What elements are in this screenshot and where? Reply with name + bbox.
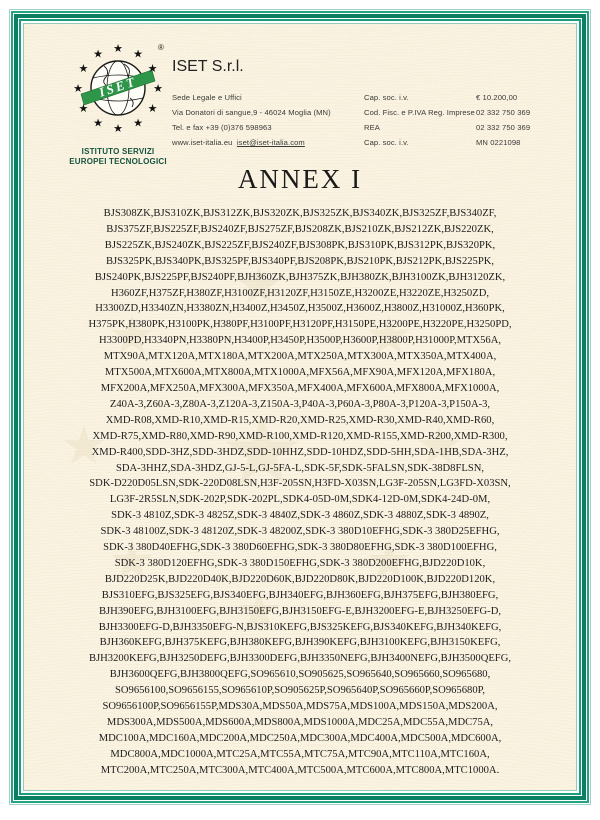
annex-title: ANNEX I [237, 164, 363, 194]
logo-caption-line2: EUROPEI TECNOLOGICI [69, 157, 167, 166]
code-line: MTX500A,MTX600A,MTX800A,MTX1000A,MFX56A,MFX90A,MFX120A,MFX180A, [104, 367, 496, 379]
svg-text:★: ★ [234, 579, 284, 642]
code-line: XMD-R08,XMD-R10,XMD-R15,XMD-R20,XMD-R25,XMD-R30,XMD-R40,XMD-R60, [105, 414, 495, 426]
code-line: BJH360KEFG,BJH375KEFG,BJH380KEFG,BJH390KEFG,BJH3100KEFG,BJH3150KEFG, [99, 637, 501, 649]
code-line: BJS325PK,BJS340PK,BJS325PF,BJS340PF,BJS208PK,BJS210PK,BJS212PK,BJS225PK, [105, 255, 495, 267]
svg-text:★: ★ [107, 529, 157, 592]
svg-text:★: ★ [218, 395, 306, 507]
registry-label: REA [364, 123, 380, 132]
svg-text:★: ★ [107, 304, 157, 367]
address-line: Tel. e fax +39 (0)376 598963 [172, 123, 272, 132]
iset-globe-logo-icon [66, 36, 170, 140]
svg-text:★: ★ [153, 82, 163, 95]
logo-caption-line1: ISTITUTO SERVIZI [81, 147, 155, 156]
registry-label: Cap. soc. i.v. [364, 138, 409, 147]
registry-value: 02 332 750 369 [476, 108, 531, 117]
code-line: SDK-3 380D40EFHG,SDK-3 380D60EFHG,SDK-3 380D80EFHG,SDK-3 380D100EFHG, [103, 542, 497, 554]
svg-text:★: ★ [364, 304, 414, 367]
svg-text:★: ★ [147, 62, 158, 75]
letterhead-info-grid [172, 90, 566, 150]
code-line: BJS375ZF,BJS225ZF,BJS240ZF,BJS275ZF,BJS208ZK,BJS210ZK,BJS212ZK,BJS220ZK, [106, 223, 494, 235]
code-line: H3300PD,H3340PN,H3380PN,H3400P,H3450P,H3500P,H3600P,H3800P,H31000P,MTX56A, [98, 335, 502, 347]
document-page [24, 24, 576, 790]
website-text: www.iset-italia.eu [172, 138, 233, 147]
company-logo [56, 36, 180, 167]
product-code-list [75, 206, 525, 779]
registry-value: € 10.200,00 [476, 93, 518, 102]
code-line: BJH3600QEFG,BJH3800QEFG,SO965610,SO905625,SO965640,SO965660,SO965680, [109, 669, 491, 681]
code-line: BJH3300EFG-D,BJH3350EFG-N,BJS310KEFG,BJS325KEFG,BJS340KEFG,BJH340KEFG, [98, 621, 502, 633]
code-line: BJS308ZK,BJS310ZK,BJS312ZK,BJS320ZK,BJS325ZK,BJS340ZK,BJS325ZF,BJS340ZF, [103, 208, 497, 219]
code-line: MTX90A,MTX120A,MTX180A,MTX200A,MTX250A,MTX300A,MTX350A,MTX400A, [103, 351, 497, 363]
svg-text:★: ★ [133, 47, 143, 61]
web-contact-line [172, 138, 364, 147]
email-link[interactable]: iset@iset-italia.com [236, 138, 305, 147]
code-line: H3300ZD,H3340ZN,H3380ZN,H3400Z,H3450Z,H3500Z,H3600Z,H3800Z,H31000Z,H360PK, [95, 303, 505, 315]
svg-text:★: ★ [364, 529, 414, 592]
code-line: SDA-3HHZ,SDA-3HDZ,GJ-5-L,GJ-5FA-L,SDK-5F,SDK-5FALSN,SDK-38D8FLSN, [115, 462, 485, 474]
svg-text:ISET: ISET [97, 73, 139, 100]
svg-text:★: ★ [234, 254, 284, 317]
code-line: MFX200A,MFX250A,MFX300A,MFX350A,MFX400A,MFX600A,MFX800A,MFX1000A, [100, 382, 500, 394]
code-line: BJH3200KEFG,BJH3250DEFG,BJH3300DEFG,BJH3350NEFG,BJH3400NEFG,BJH3500QEFG, [88, 653, 512, 665]
letterhead [38, 34, 566, 166]
code-line: XMD-R400,SDD-3HZ,SDD-3HDZ,SDD-10HHZ,SDD-10HDZ,SDD-5HH,SDA-1HB,SDA-3HZ, [91, 446, 509, 458]
registry-value: 02 332 750 369 [476, 123, 531, 132]
registry-value: MN 0221098 [476, 138, 521, 147]
code-line: XMD-R75,XMD-R80,XMD-R90,XMD-R100,XMD-R120,XMD-R155,XMD-R200,XMD-R300, [92, 430, 508, 442]
code-line: MDC800A,MDC1000A,MTC25A,MTC55A,MTC75A,MTC90A,MTC110A,MTC160A, [110, 748, 490, 760]
registry-label: Cap. soc. i.v. [364, 93, 409, 102]
address-line: Sede Legale e Uffici [172, 93, 242, 102]
svg-text:★: ★ [147, 102, 158, 115]
code-line: H360ZF,H375ZF,H380ZF,H3100ZF,H3120ZF,H3150ZE,H3200ZE,H3220ZE,H3250ZD, [110, 287, 489, 299]
code-line: BJD220D25K,BJD220D40K,BJD220D60K,BJD220D80K,BJD220D100K,BJD220D120K, [104, 573, 496, 585]
code-line: MDS300A,MDS500A,MDS600A,MDS800A,MDS1000A,MDC25A,MDC55A,MDC75A, [106, 717, 494, 728]
code-line: SDK-3 380D120EFHG,SDK-3 380D150EFHG,SDK-3 380D200EFHG,BJD220D10K, [114, 557, 486, 569]
code-line: SDK-D220D05LSN,SDK-220D08LSN,H3F-205SN,H3FD-X03SN,LG3F-205SN,LG3FD-X03SN, [89, 478, 511, 490]
code-line: SDK-3 4810Z,SDK-3 4825Z,SDK-3 4840Z,SDK-3 4860Z,SDK-3 4880Z,SDK-3 4890Z, [111, 510, 489, 522]
code-line: BJS225ZK,BJS240ZK,BJS225ZF,BJS240ZF,BJS308PK,BJS310PK,BJS312PK,BJS320PK, [104, 239, 496, 251]
registry-label: Cod. Fisc. e P.IVA Reg. Imprese [364, 108, 475, 117]
code-line: LG3F-2R5SLN,SDK-202P,SDK-202PL,SDK4-05D-0M,SDK4-12D-0M,SDK4-24D-0M, [109, 494, 491, 506]
svg-text:★: ★ [59, 414, 109, 477]
company-name: ISET S.r.l. [172, 58, 244, 75]
code-line: MDC100A,MDC160A,MDC200A,MDC250A,MDC300A,MDC400A,MDC500A,MDC600A, [98, 732, 502, 744]
address-line: Via Donatori di sangue,9 - 46024 Moglia (MN) [172, 108, 331, 117]
svg-text:★: ★ [93, 47, 103, 61]
code-line: BJS310EFG,BJS325EFG,BJS340EFG,BJH340EFG,BJH360EFG,BJH375EFG,BJH380EFG, [101, 589, 499, 601]
svg-text:★: ★ [93, 116, 103, 130]
registered-mark: ® [158, 43, 164, 52]
code-line: H375PK,H380PK,H3100PK,H380PF,H3100PF,H3120PF,H3150PE,H3200PE,H3220PE,H3250PD, [88, 319, 512, 331]
code-line: BJH390EFG,BJH3100EFG,BJH3150EFG,BJH3150EFG-E,BJH3200EFG-E,BJH3250EFG-D, [98, 605, 501, 617]
code-line: Z40A-3,Z60A-3,Z80A-3,Z120A-3,Z150A-3,P40A-3,P60A-3,P80A-3,P120A-3,P150A-3, [109, 398, 491, 410]
svg-text:★: ★ [113, 42, 123, 55]
svg-text:★: ★ [73, 82, 83, 95]
svg-text:★: ★ [133, 116, 143, 130]
code-line: SO9656100,SO9656155,SO965610P,SO905625P,SO965640P,SO965660P,SO965680P, [115, 685, 485, 697]
svg-text:★: ★ [414, 414, 464, 477]
svg-text:★: ★ [78, 102, 89, 115]
svg-text:★: ★ [113, 122, 123, 135]
code-line: SO9656100P,SO9656155P,MDS30A,MDS50A,MDS75A,MDS100A,MDS150A,MDS200A, [102, 701, 498, 713]
code-line: MTC200A,MTC250A,MTC300A,MTC400A,MTC500A,MTC600A,MTC800A,MTC1000A. [100, 764, 500, 776]
svg-text:★: ★ [78, 62, 89, 75]
code-line: BJS240PK,BJS225PF,BJS240PF,BJH360ZK,BJH375ZK,BJH380ZK,BJH3100ZK,BJH3120ZK, [94, 271, 506, 283]
code-line: SDK-3 48100Z,SDK-3 48120Z,SDK-3 48200Z,SDK-3 380D10EFHG,SDK-3 380D25EFHG, [100, 526, 500, 538]
